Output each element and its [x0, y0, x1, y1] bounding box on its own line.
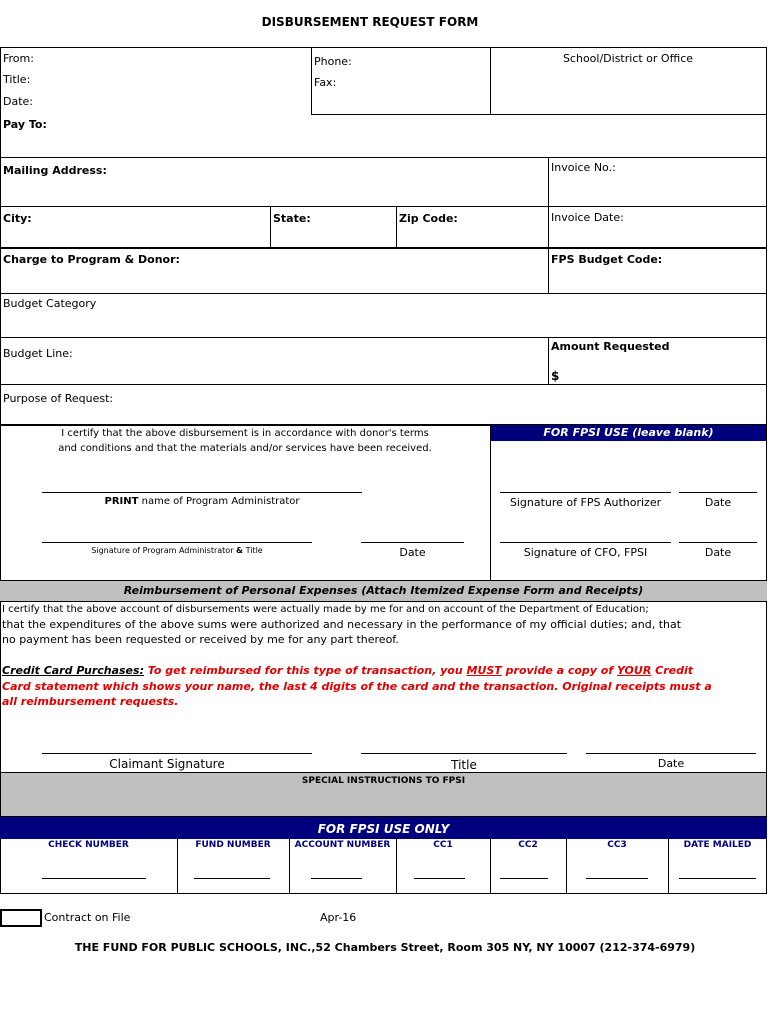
rule — [0, 157, 767, 158]
fax-label: Fax: — [314, 76, 337, 89]
cc-your: YOUR — [616, 664, 652, 677]
date-label: Date: — [3, 95, 33, 108]
fps-authorizer-date-line — [679, 492, 757, 493]
print-name-line — [42, 492, 362, 493]
claimant-title-line — [361, 753, 567, 754]
account-number-line[interactable] — [311, 878, 362, 879]
state-label: State: — [273, 212, 311, 225]
sig-admin-text: Signature of Program Administrator — [91, 546, 234, 555]
claimant-date-caption: Date — [657, 757, 685, 770]
rule — [0, 206, 767, 207]
charge-to-label: Charge to Program & Donor: — [3, 253, 180, 266]
title-label: Title: — [3, 73, 31, 86]
pay-to-label: Pay To: — [3, 118, 47, 131]
certify-line-2: and conditions and that the materials and/or services have been received. — [58, 443, 432, 454]
col-cc3: CC3 — [607, 840, 627, 850]
col-account-number: ACCOUNT NUMBER — [294, 840, 391, 850]
rule — [766, 47, 767, 593]
budget-category-label: Budget Category — [3, 297, 97, 310]
reimbursement-line-2: that the expenditures of the above sums were authorized and necessary in the performance of my official duties; and, that — [2, 618, 682, 631]
from-label: From: — [3, 52, 34, 65]
col-date-mailed: DATE MAILED — [683, 840, 752, 850]
rule — [490, 424, 491, 580]
admin-signature-caption — [42, 546, 312, 555]
rule — [0, 337, 767, 338]
purpose-label: Purpose of Request: — [3, 392, 114, 405]
cc2-line[interactable] — [500, 878, 548, 879]
amp-text: & — [236, 546, 244, 555]
admin-date-caption: Date — [399, 546, 426, 559]
zip-label: Zip Code: — [399, 212, 458, 225]
invoice-no-label: Invoice No.: — [551, 161, 616, 174]
col-fund-number: FUND NUMBER — [195, 840, 271, 850]
mailing-address-label: Mailing Address: — [3, 164, 107, 177]
cfo-line — [500, 542, 671, 543]
dollar-sign: $ — [551, 369, 560, 383]
rule — [0, 47, 1, 593]
version-label: Apr-16 — [320, 911, 357, 924]
phone-label: Phone: — [314, 55, 352, 68]
claimant-title-caption: Title — [451, 758, 477, 772]
budget-line-label: Budget Line: — [3, 347, 73, 360]
rule — [548, 337, 549, 385]
claimant-signature-line — [42, 753, 312, 754]
cc-must: MUST — [466, 664, 502, 677]
date-mailed-line[interactable] — [679, 878, 756, 879]
rule — [0, 247, 767, 249]
fps-authorizer-line — [500, 492, 671, 493]
rule — [766, 602, 767, 772]
fund-number-line[interactable] — [194, 878, 270, 879]
rule — [0, 384, 767, 385]
fpsi-use-header: FOR FPSI USE (leave blank) — [491, 425, 766, 441]
rule — [270, 206, 271, 248]
rule — [548, 157, 549, 294]
cc-line-3: all reimbursement requests. — [2, 695, 179, 708]
col-check-number: CHECK NUMBER — [48, 840, 129, 850]
cc-text-1c: Credit — [651, 664, 694, 677]
invoice-date-label: Invoice Date: — [551, 211, 624, 224]
check-number-line[interactable] — [42, 878, 146, 879]
city-label: City: — [3, 212, 32, 225]
special-instructions-label: SPECIAL INSTRUCTIONS TO FPSI — [301, 776, 466, 786]
cc-text-1a: To get reimbursed for this type of transaction, you — [143, 664, 467, 677]
reimbursement-header: Reimbursement of Personal Expenses (Attach Itemized Expense Form and Receipts) — [123, 584, 644, 597]
col-cc2: CC2 — [518, 840, 538, 850]
cc-text-1b: provide a copy of — [501, 664, 617, 677]
col-cc1: CC1 — [433, 840, 453, 850]
reimbursement-line-3: no payment has been requested or received by me for any part thereof. — [2, 633, 399, 646]
rule — [396, 206, 397, 248]
fpsi-only-header: FOR FPSI USE ONLY — [0, 817, 767, 839]
cc-line-2: Card statement which shows your name, the last 4 digits of the card and the transaction. Original receipts must a — [2, 680, 712, 693]
rule — [311, 47, 312, 115]
cc-label: Credit Card Purchases: — [2, 664, 144, 677]
cc-line-1 — [2, 664, 767, 677]
cc3-line[interactable] — [586, 878, 648, 879]
title-text: Title — [245, 546, 263, 555]
cfo-date-line — [679, 542, 757, 543]
footer-address: THE FUND FOR PUBLIC SCHOOLS, INC.,52 Chambers Street, Room 305 NY, NY 10007 (212-374-6979) — [74, 941, 696, 954]
claimant-date-line — [586, 753, 756, 754]
print-rest: name of Program Administrator — [138, 496, 300, 507]
rule — [0, 602, 1, 772]
form-title: DISBURSEMENT REQUEST FORM — [261, 15, 479, 29]
claimant-signature-caption: Claimant Signature — [109, 757, 225, 771]
reimbursement-line-1: I certify that the above account of disbursements were actually made by me for and on account of the Department of Education; — [2, 604, 649, 615]
fps-authorizer-date: Date — [704, 496, 732, 509]
fps-authorizer-caption: Signature of FPS Authorizer — [509, 496, 662, 509]
admin-signature-line — [42, 542, 312, 543]
print-bold: PRINT — [104, 496, 139, 507]
rule — [0, 47, 767, 48]
cfo-caption: Signature of CFO, FPSI — [523, 546, 648, 559]
fps-budget-code-label: FPS Budget Code: — [551, 253, 663, 266]
rule — [311, 114, 767, 115]
contract-label: Contract on File — [44, 911, 131, 924]
school-label: School/District or Office — [562, 52, 694, 65]
print-name-caption — [42, 496, 362, 507]
cc1-line[interactable] — [414, 878, 465, 879]
amount-requested-label: Amount Requested — [551, 340, 670, 353]
certify-line-1: I certify that the above disbursement is in accordance with donor's terms — [61, 428, 429, 439]
cfo-date: Date — [704, 546, 732, 559]
admin-date-line — [361, 542, 464, 543]
contract-checkbox[interactable] — [0, 909, 42, 927]
rule — [0, 293, 767, 294]
